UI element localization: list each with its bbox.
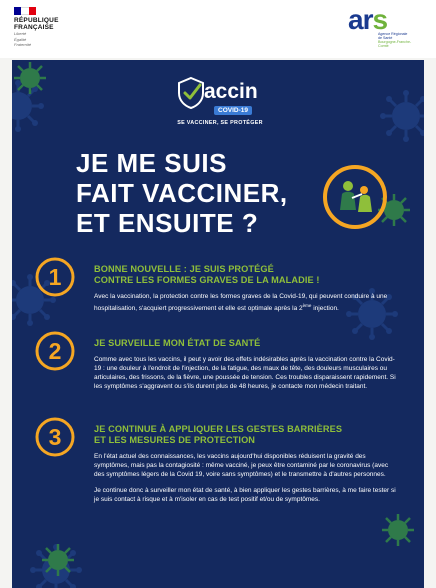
section-1-number: 1 bbox=[48, 264, 62, 290]
header-bar bbox=[0, 0, 436, 58]
section-3-title-line1: JE CONTINUE À APPLIQUER LES GESTES BARRIÈRES bbox=[94, 424, 343, 434]
ars-logo bbox=[348, 5, 412, 49]
headline-line2: FAIT VACCINER, bbox=[76, 178, 288, 208]
gov-motto-3: Fraternité bbox=[14, 42, 32, 48]
section-2-number-badge bbox=[34, 330, 76, 372]
section-2-number: 2 bbox=[48, 338, 62, 364]
section-3-number-badge bbox=[34, 416, 76, 458]
section-1-number-badge bbox=[34, 256, 76, 298]
logo-tagline: SE VACCINER, SE PROTÉGER bbox=[177, 120, 263, 126]
headline bbox=[76, 148, 336, 238]
poster bbox=[12, 60, 424, 588]
section-1 bbox=[94, 264, 398, 313]
section-3-body bbox=[94, 452, 398, 504]
section-3-number: 3 bbox=[48, 424, 62, 450]
gov-motto-2: Égalité bbox=[14, 36, 27, 42]
ars-subtitle-agency: Agence Régionale de Santé bbox=[378, 32, 408, 41]
gov-motto-1: Liberté bbox=[14, 31, 27, 36]
ars-subtitle-region: Bourgogne-Franche-Comté bbox=[378, 40, 412, 49]
vaccin-covid-logo bbox=[170, 74, 270, 138]
ars-wordmark: ars bbox=[348, 4, 388, 35]
check-shield-icon bbox=[176, 76, 206, 110]
section-2-title: JE SURVEILLE MON ÉTAT DE SANTÉ bbox=[94, 338, 261, 348]
section-3-title-line2: ET LES MESURES DE PROTECTION bbox=[94, 435, 256, 445]
section-1-body: Avec la vaccination, la protection contre les formes graves de la Covid-19, qui peuvent conduire à une hospitalisation, s'acquiert progressivement et elle est optimale après la 2ème injection. bbox=[94, 293, 388, 313]
vaccin-wordmark: accin bbox=[204, 80, 258, 103]
gov-name-line2: FRANÇAISE bbox=[14, 24, 54, 31]
gov-name-line1: RÉPUBLIQUE bbox=[14, 17, 59, 24]
section-2 bbox=[94, 338, 398, 391]
headline-line3: ET ENSUITE ? bbox=[76, 208, 259, 238]
section-2-body: Comme avec tous les vaccins, il peut y avoir des effets indésirables après la vaccination contre la Covid-19 : une douleur à l'endroit de l'injection, de la fatigue, des maux de tête, des douleurs musculaires ou articulaires, des frissons, de la fièvre, une poussée de tension. Ces troubles disparaissent rapidement. Si les symptômes s'aggravent ou s'ils durent plus de 48 heures, je contacte mon médecin traitant. bbox=[94, 356, 396, 390]
marianne-flag-icon bbox=[14, 7, 36, 15]
section-1-title-line2: CONTRE LES FORMES GRAVES DE LA MALADIE ! bbox=[94, 275, 320, 285]
section-3-paragraph-1: En l'état actuel des connaissances, les vaccins aujourd'hui disponibles réduisent la gravité des symptômes, mais pas la contagiosité : même vacciné, je peux être contaminé par le coronavirus (avec des symptômes légers de la Covid 19, voire sans symptômes) et le transmettre à d'autres personnes. bbox=[94, 453, 389, 478]
vaccination-illustration-icon bbox=[322, 164, 388, 230]
section-3-paragraph-2: Je continue donc à surveiller mon état de santé, à bien appliquer les gestes barrières, à me faire tester si je suis contact à risque et à m'isoler en cas de test positif et/ou de symptômes. bbox=[94, 487, 396, 503]
section-1-title-line1: BONNE NOUVELLE : JE SUIS PROTÉGÉ bbox=[94, 264, 274, 274]
virus-background-icons bbox=[12, 60, 424, 588]
covid-badge: COVID-19 bbox=[214, 106, 252, 115]
section-3 bbox=[94, 424, 398, 504]
republique-francaise-logo bbox=[14, 7, 104, 48]
headline-line1: JE ME SUIS bbox=[76, 148, 227, 178]
